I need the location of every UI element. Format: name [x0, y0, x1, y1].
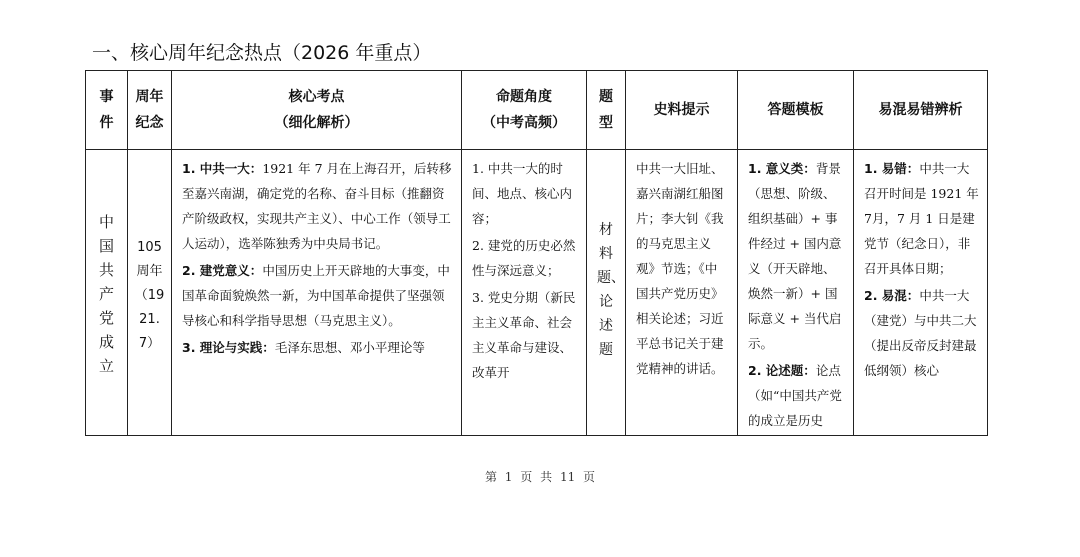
template-item: 1. 意义类：背景（思想、阶级、组织基础）+ 事件经过 + 国内意义（开天辟地、焕然一新）+ 国际意义 + 当代启示。 [748, 161, 842, 351]
header-sources: 史料提示 [626, 71, 738, 150]
angle-item: 2. 建党的历史必然性与深远意义； [472, 238, 576, 278]
header-confusion: 易混易错辨析 [854, 71, 988, 150]
header-question-type: 题 型 [587, 71, 626, 150]
confusion-text [854, 150, 987, 383]
key-point-item: 3. 理论与实践：毛泽东思想、邓小平理论等 [182, 340, 425, 355]
page-number: 1 [504, 470, 513, 484]
header-anniversary: 周年 纪念 [128, 71, 172, 150]
question-type-value: 材料题、论述题 [597, 222, 625, 358]
anniversary-value: 105 周年（1921.7） [134, 240, 165, 351]
angle-item: 1. 中共一大的时间、地点、核心内容； [472, 161, 573, 226]
cell-question-type [587, 150, 626, 436]
key-point-item: 1. 中共一大：1921 年 7 月在上海召开，后转移至嘉兴南湖，确定党的名称、奋斗目标（推翻资产阶级政权，实现共产主义）、中心工作（领导工人运动），选举陈独秀为中央局书记。 [182, 161, 452, 251]
header-angle: 命题角度 （中考高频） [462, 71, 587, 150]
header-row [86, 71, 988, 150]
cell-angle [462, 150, 587, 436]
section-heading: 一、核心周年纪念热点（2026 年重点） [92, 42, 432, 64]
cell-anniversary [128, 150, 172, 436]
key-points-text [172, 150, 461, 360]
angle-item: 3. 党史分期（新民主主义革命、社会主义革命与建设、改革开 [472, 290, 576, 380]
sources-text: 中共一大旧址、嘉兴南湖红船图片；李大钊《我的马克思主义观》节选；《中国共产党历史》相关论述；习近平总书记关于建党精神的讲话。 [636, 161, 724, 376]
hotspot-table [85, 70, 988, 436]
cell-confusion [854, 150, 988, 436]
confusion-item: 2. 易混：中共一大（建党）与中共二大（提出反帝反封建最低纲领）核心 [864, 288, 977, 378]
cell-key-points [172, 150, 462, 436]
angle-text [462, 150, 586, 385]
event-name: 中国共产党成立 [98, 213, 114, 375]
header-event: 事 件 [86, 71, 128, 150]
header-template: 答题模板 [738, 71, 854, 150]
cell-template [738, 150, 854, 436]
confusion-item: 1. 易错：中共一大召开时间是 1921 年 7月，7 月 1 日是建党节（纪念日），非召开具体日期； [864, 161, 979, 276]
table-row [86, 150, 988, 436]
key-point-item: 2. 建党意义：中国历史上开天辟地的大事变，中国革命面貌焕然一新，为中国革命提供了坚强领导核心和科学指导思想（马克思主义）。 [182, 263, 450, 328]
cell-event [86, 150, 128, 436]
template-text [738, 150, 853, 433]
total-pages: 11 [559, 470, 576, 484]
page-footer: 第 1 页 共 11 页 [484, 470, 596, 484]
template-item: 2. 论述题：论点（如“中国共产党的成立是历史 [748, 363, 842, 428]
cell-sources [626, 150, 738, 436]
header-key-points: 核心考点 （细化解析） [172, 71, 462, 150]
